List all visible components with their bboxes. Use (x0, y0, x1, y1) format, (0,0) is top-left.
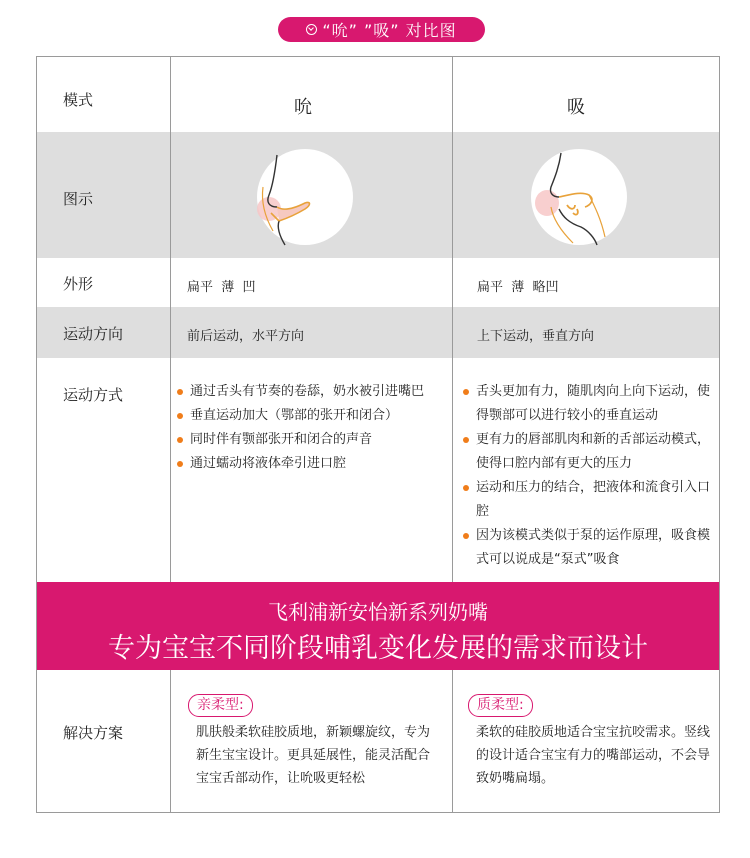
bullet-dot-icon (177, 389, 183, 395)
bullet-dot-icon (463, 389, 469, 395)
shape-right-value: 扁平 薄 略凹 (477, 280, 559, 295)
list-item: 运动和压力的结合，把液体和流食引入口腔 (463, 476, 713, 524)
diagram-label: 图示 (63, 190, 94, 208)
list-item: 垂直运动加大（鄂部的张开和闭合） (177, 404, 447, 428)
soft-type-tag: 亲柔型: (188, 694, 253, 717)
comparison-table (36, 56, 720, 813)
column-header-draw: 吸 (567, 97, 585, 118)
list-item: 舌头更加有力，随肌肉向上向下运动，使得颚部可以进行较小的垂直运动 (463, 380, 713, 428)
mode-label: 模式 (63, 91, 94, 109)
shape-left-value: 扁平 薄 凹 (187, 280, 256, 295)
firm-soft-type-tag: 质柔型: (468, 694, 533, 717)
draw-mouth-diagram (529, 147, 629, 247)
column-divider (170, 57, 171, 582)
column-header-suck: 吮 (294, 97, 312, 118)
column-divider (452, 57, 453, 582)
direction-left-value: 前后运动，水平方向 (187, 329, 305, 344)
direction-label: 运动方向 (63, 325, 124, 343)
bullet-dot-icon (177, 413, 183, 419)
list-item: 更有力的唇部肌肉和新的舌部运动模式，使得口腔内部有更大的压力 (463, 428, 713, 476)
method-left-list (177, 380, 447, 476)
solution-label: 解决方案 (63, 724, 124, 742)
shape-label: 外形 (63, 275, 94, 293)
title-badge (278, 17, 485, 42)
page-title: “吮” ”吸” 对比图 (322, 21, 457, 40)
column-divider (170, 670, 171, 812)
bullet-dot-icon (177, 437, 183, 443)
solution-left-text: 肌肤般柔软硅胶质地，新颖螺旋纹，专为新生宝宝设计。更具延展性，能灵活配合宝宝舌部动作，让吮吸更轻松 (196, 725, 431, 786)
list-item: 同时伴有颚部张开和闭合的声音 (177, 428, 447, 452)
banner-line-2: 专为宝宝不同阶段哺乳变化发展的需求而设计 (108, 633, 648, 664)
bullet-dot-icon (177, 461, 183, 467)
solution-right-text: 柔软的硅胶质地适合宝宝抗咬需求。竖线的设计适合宝宝有力的嘴部运动，不会导致奶嘴扁塌。 (476, 725, 711, 786)
list-item: 通过舌头有节奏的卷舔，奶水被引进嘴巴 (177, 380, 447, 404)
column-divider (452, 670, 453, 812)
method-label: 运动方式 (63, 386, 124, 404)
product-banner (37, 582, 719, 670)
list-item: 因为该模式类似于泵的运作原理，吸食模式可以说成是“泵式”吸食 (463, 524, 713, 572)
bullet-dot-icon (463, 437, 469, 443)
method-right-list (463, 380, 713, 572)
direction-right-value: 上下运动，垂直方向 (477, 329, 595, 344)
banner-line-1: 飞利浦新安怡新系列奶嘴 (268, 600, 488, 624)
bullet-dot-icon (463, 533, 469, 539)
list-item: 通过蠕动将液体牵引进口腔 (177, 452, 447, 476)
bullet-dot-icon (463, 485, 469, 491)
chevron-down-icon (306, 24, 317, 35)
direction-row-bg (37, 307, 719, 358)
suckle-mouth-diagram (255, 147, 355, 247)
